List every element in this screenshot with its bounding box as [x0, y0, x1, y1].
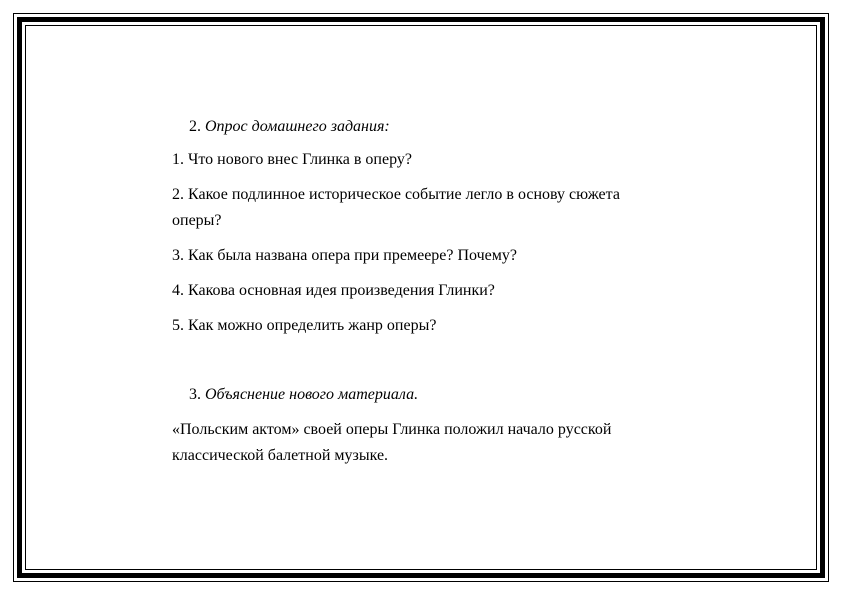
- section-3-heading: [189, 382, 418, 408]
- paragraph-line-2: классической балетной музыке.: [172, 447, 389, 464]
- question-2: 2. Какое подлинное историческое событие легло в основу сюжета: [172, 186, 620, 203]
- section-2-number: 2.: [189, 118, 201, 135]
- question-2-continued: оперы?: [172, 212, 222, 229]
- question-4: 4. Какова основная идея произведения Глинки?: [172, 282, 495, 299]
- section-2-title: Опрос домашнего задания:: [205, 118, 390, 135]
- section-3-number: 3.: [189, 386, 201, 403]
- question-1: 1. Что нового внес Глинка в оперу?: [172, 151, 412, 168]
- section-2-heading: [189, 114, 390, 140]
- paragraph-line-1: «Польским актом» своей оперы Глинка положил начало русской: [172, 421, 612, 438]
- question-3: 3. Как была названа опера при премеере? Почему?: [172, 247, 518, 264]
- question-5: 5. Как можно определить жанр оперы?: [172, 317, 437, 334]
- section-3-title: Объяснение нового материала.: [205, 386, 419, 403]
